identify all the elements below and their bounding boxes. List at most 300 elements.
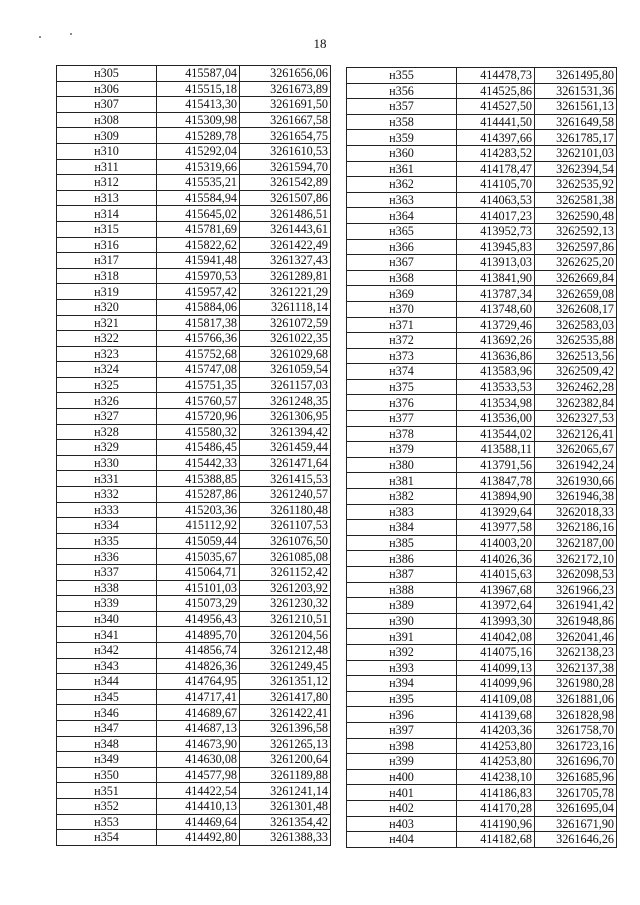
table-row xyxy=(57,331,331,347)
x-coordinate-cell: 414397,66 xyxy=(457,130,535,146)
point-id-cell: н384 xyxy=(347,520,457,536)
table-row xyxy=(347,722,617,738)
x-coordinate-cell: 415035,67 xyxy=(157,549,240,565)
table-row xyxy=(57,253,331,269)
table-row xyxy=(57,143,331,159)
table-row xyxy=(347,551,617,567)
point-id-cell: н373 xyxy=(347,348,457,364)
y-coordinate-cell: 3262394,54 xyxy=(535,161,617,177)
table-row xyxy=(347,177,617,193)
point-id-cell: н372 xyxy=(347,333,457,349)
table-row xyxy=(57,471,331,487)
table-row xyxy=(57,752,331,768)
y-coordinate-cell: 3261946,38 xyxy=(535,489,617,505)
table-row xyxy=(57,533,331,549)
table-row xyxy=(347,473,617,489)
x-coordinate-cell: 415064,71 xyxy=(157,565,240,581)
x-coordinate-cell: 413748,60 xyxy=(457,301,535,317)
x-coordinate-cell: 414689,67 xyxy=(157,705,240,721)
table-row xyxy=(57,81,331,97)
point-id-cell: н389 xyxy=(347,598,457,614)
table-row xyxy=(347,99,617,115)
table-row xyxy=(57,66,331,82)
table-row xyxy=(57,720,331,736)
table-row xyxy=(57,206,331,222)
point-id-cell: н345 xyxy=(57,689,157,705)
y-coordinate-cell: 3262065,67 xyxy=(535,442,617,458)
x-coordinate-cell: 415515,18 xyxy=(157,81,240,97)
y-coordinate-cell: 3261388,33 xyxy=(240,830,331,846)
y-coordinate-cell: 3261204,56 xyxy=(240,627,331,643)
x-coordinate-cell: 413729,46 xyxy=(457,317,535,333)
point-id-cell: н318 xyxy=(57,268,157,284)
point-id-cell: н349 xyxy=(57,752,157,768)
table-row xyxy=(57,455,331,471)
y-coordinate-cell: 3262509,42 xyxy=(535,364,617,380)
table-row xyxy=(57,814,331,830)
point-id-cell: н368 xyxy=(347,270,457,286)
x-coordinate-cell: 414469,64 xyxy=(157,814,240,830)
y-coordinate-cell: 3261685,96 xyxy=(535,769,617,785)
x-coordinate-cell: 414015,63 xyxy=(457,567,535,583)
x-coordinate-cell: 413544,02 xyxy=(457,426,535,442)
y-coordinate-cell: 3262187,00 xyxy=(535,535,617,551)
point-id-cell: н324 xyxy=(57,362,157,378)
y-coordinate-cell: 3261415,53 xyxy=(240,471,331,487)
x-coordinate-cell: 415535,21 xyxy=(157,175,240,191)
x-coordinate-cell: 415752,68 xyxy=(157,346,240,362)
point-id-cell: н381 xyxy=(347,473,457,489)
y-coordinate-cell: 3261152,42 xyxy=(240,565,331,581)
point-id-cell: н313 xyxy=(57,190,157,206)
table-row xyxy=(57,736,331,752)
y-coordinate-cell: 3261107,53 xyxy=(240,518,331,534)
y-coordinate-cell: 3261029,68 xyxy=(240,346,331,362)
point-id-cell: н378 xyxy=(347,426,457,442)
x-coordinate-cell: 414139,68 xyxy=(457,707,535,723)
point-id-cell: н360 xyxy=(347,145,457,161)
table-row xyxy=(347,239,617,255)
x-coordinate-cell: 413583,96 xyxy=(457,364,535,380)
point-id-cell: н328 xyxy=(57,424,157,440)
y-coordinate-cell: 3261495,80 xyxy=(535,68,617,84)
x-coordinate-cell: 414410,13 xyxy=(157,798,240,814)
y-coordinate-cell: 3261443,61 xyxy=(240,221,331,237)
y-coordinate-cell: 3261189,88 xyxy=(240,767,331,783)
table-row xyxy=(57,112,331,128)
table-row xyxy=(347,208,617,224)
x-coordinate-cell: 415587,04 xyxy=(157,66,240,82)
table-row xyxy=(347,286,617,302)
table-row xyxy=(347,83,617,99)
x-coordinate-cell: 413967,68 xyxy=(457,582,535,598)
x-coordinate-cell: 413536,00 xyxy=(457,411,535,427)
table-row xyxy=(347,567,617,583)
table-row xyxy=(347,504,617,520)
y-coordinate-cell: 3261980,28 xyxy=(535,676,617,692)
y-coordinate-cell: 3261422,41 xyxy=(240,705,331,721)
table-row xyxy=(347,816,617,832)
point-id-cell: н383 xyxy=(347,504,457,520)
x-coordinate-cell: 414283,52 xyxy=(457,145,535,161)
x-coordinate-cell: 414895,70 xyxy=(157,627,240,643)
x-coordinate-cell: 414099,13 xyxy=(457,660,535,676)
table-row xyxy=(57,502,331,518)
table-row xyxy=(57,611,331,627)
y-coordinate-cell: 3262669,84 xyxy=(535,270,617,286)
x-coordinate-cell: 413945,83 xyxy=(457,239,535,255)
table-row xyxy=(347,457,617,473)
point-id-cell: н385 xyxy=(347,535,457,551)
page-number: 18 xyxy=(313,36,327,51)
y-coordinate-cell: 3261646,26 xyxy=(535,832,617,848)
point-id-cell: н355 xyxy=(347,68,457,84)
table-row xyxy=(347,754,617,770)
point-id-cell: н326 xyxy=(57,393,157,409)
point-id-cell: н351 xyxy=(57,783,157,799)
y-coordinate-cell: 3261486,51 xyxy=(240,206,331,222)
x-coordinate-cell: 413787,34 xyxy=(457,286,535,302)
x-coordinate-cell: 414253,80 xyxy=(457,754,535,770)
y-coordinate-cell: 3261301,48 xyxy=(240,798,331,814)
y-coordinate-cell: 3261221,29 xyxy=(240,284,331,300)
y-coordinate-cell: 3261723,16 xyxy=(535,738,617,754)
x-coordinate-cell: 414186,83 xyxy=(457,785,535,801)
point-id-cell: н364 xyxy=(347,208,457,224)
x-coordinate-cell: 415289,78 xyxy=(157,128,240,144)
point-id-cell: н402 xyxy=(347,800,457,816)
x-coordinate-cell: 414063,53 xyxy=(457,192,535,208)
scan-speck xyxy=(70,33,72,35)
y-coordinate-cell: 3262535,92 xyxy=(535,177,617,193)
y-coordinate-cell: 3261542,89 xyxy=(240,175,331,191)
table-row xyxy=(347,317,617,333)
x-coordinate-cell: 413972,64 xyxy=(457,598,535,614)
x-coordinate-cell: 414253,80 xyxy=(457,738,535,754)
y-coordinate-cell: 3261289,81 xyxy=(240,268,331,284)
point-id-cell: н344 xyxy=(57,674,157,690)
x-coordinate-cell: 413929,64 xyxy=(457,504,535,520)
coordinates-table-right xyxy=(346,67,617,848)
x-coordinate-cell: 413692,26 xyxy=(457,333,535,349)
y-coordinate-cell: 3262138,23 xyxy=(535,644,617,660)
point-id-cell: н367 xyxy=(347,255,457,271)
y-coordinate-cell: 3261396,58 xyxy=(240,720,331,736)
y-coordinate-cell: 3262172,10 xyxy=(535,551,617,567)
x-coordinate-cell: 415203,36 xyxy=(157,502,240,518)
point-id-cell: н347 xyxy=(57,720,157,736)
point-id-cell: н346 xyxy=(57,705,157,721)
table-row xyxy=(347,489,617,505)
point-id-cell: н316 xyxy=(57,237,157,253)
table-row xyxy=(347,130,617,146)
point-id-cell: н356 xyxy=(347,83,457,99)
y-coordinate-cell: 3261265,13 xyxy=(240,736,331,752)
point-id-cell: н334 xyxy=(57,518,157,534)
x-coordinate-cell: 414577,98 xyxy=(157,767,240,783)
table-row xyxy=(57,97,331,113)
x-coordinate-cell: 414182,68 xyxy=(457,832,535,848)
x-coordinate-cell: 413952,73 xyxy=(457,223,535,239)
table-row xyxy=(347,520,617,536)
x-coordinate-cell: 415287,86 xyxy=(157,487,240,503)
point-id-cell: н403 xyxy=(347,816,457,832)
y-coordinate-cell: 3262186,16 xyxy=(535,520,617,536)
point-id-cell: н314 xyxy=(57,206,157,222)
point-id-cell: н325 xyxy=(57,377,157,393)
point-id-cell: н343 xyxy=(57,658,157,674)
y-coordinate-cell: 3261157,03 xyxy=(240,377,331,393)
point-id-cell: н366 xyxy=(347,239,457,255)
point-id-cell: н362 xyxy=(347,177,457,193)
x-coordinate-cell: 415309,98 xyxy=(157,112,240,128)
y-coordinate-cell: 3261118,14 xyxy=(240,299,331,315)
y-coordinate-cell: 3261785,17 xyxy=(535,130,617,146)
point-id-cell: н320 xyxy=(57,299,157,315)
x-coordinate-cell: 415941,48 xyxy=(157,253,240,269)
y-coordinate-cell: 3261654,75 xyxy=(240,128,331,144)
point-id-cell: н332 xyxy=(57,487,157,503)
point-id-cell: н321 xyxy=(57,315,157,331)
y-coordinate-cell: 3262101,03 xyxy=(535,145,617,161)
y-coordinate-cell: 3262513,56 xyxy=(535,348,617,364)
point-id-cell: н361 xyxy=(347,161,457,177)
x-coordinate-cell: 414956,43 xyxy=(157,611,240,627)
y-coordinate-cell: 3261941,42 xyxy=(535,598,617,614)
y-coordinate-cell: 3261828,98 xyxy=(535,707,617,723)
table-row xyxy=(57,175,331,191)
y-coordinate-cell: 3262659,08 xyxy=(535,286,617,302)
point-id-cell: н400 xyxy=(347,769,457,785)
table-row xyxy=(57,565,331,581)
x-coordinate-cell: 414099,96 xyxy=(457,676,535,692)
point-id-cell: н404 xyxy=(347,832,457,848)
table-row xyxy=(57,798,331,814)
y-coordinate-cell: 3262535,88 xyxy=(535,333,617,349)
point-id-cell: н398 xyxy=(347,738,457,754)
table-row xyxy=(347,301,617,317)
table-row xyxy=(347,800,617,816)
x-coordinate-cell: 413993,30 xyxy=(457,613,535,629)
y-coordinate-cell: 3262625,20 xyxy=(535,255,617,271)
point-id-cell: н340 xyxy=(57,611,157,627)
point-id-cell: н375 xyxy=(347,379,457,395)
table-row xyxy=(347,426,617,442)
x-coordinate-cell: 414203,36 xyxy=(457,722,535,738)
table-row xyxy=(347,442,617,458)
y-coordinate-cell: 3262583,03 xyxy=(535,317,617,333)
table-row xyxy=(347,223,617,239)
x-coordinate-cell: 415292,04 xyxy=(157,143,240,159)
point-id-cell: н335 xyxy=(57,533,157,549)
point-id-cell: н399 xyxy=(347,754,457,770)
x-coordinate-cell: 414826,36 xyxy=(157,658,240,674)
x-coordinate-cell: 413533,53 xyxy=(457,379,535,395)
x-coordinate-cell: 415970,53 xyxy=(157,268,240,284)
x-coordinate-cell: 413977,58 xyxy=(457,520,535,536)
table-row xyxy=(347,629,617,645)
x-coordinate-cell: 413847,78 xyxy=(457,473,535,489)
y-coordinate-cell: 3261948,86 xyxy=(535,613,617,629)
point-id-cell: н376 xyxy=(347,395,457,411)
point-id-cell: н341 xyxy=(57,627,157,643)
table-row xyxy=(347,707,617,723)
table-row xyxy=(347,395,617,411)
y-coordinate-cell: 3261671,90 xyxy=(535,816,617,832)
point-id-cell: н359 xyxy=(347,130,457,146)
point-id-cell: н319 xyxy=(57,284,157,300)
point-id-cell: н370 xyxy=(347,301,457,317)
x-coordinate-cell: 415584,94 xyxy=(157,190,240,206)
table-row xyxy=(57,830,331,846)
table-row xyxy=(57,268,331,284)
table-row xyxy=(57,190,331,206)
point-id-cell: н392 xyxy=(347,644,457,660)
table-row xyxy=(57,767,331,783)
point-id-cell: н309 xyxy=(57,128,157,144)
point-id-cell: н394 xyxy=(347,676,457,692)
x-coordinate-cell: 414026,36 xyxy=(457,551,535,567)
y-coordinate-cell: 3262126,41 xyxy=(535,426,617,442)
y-coordinate-cell: 3261417,80 xyxy=(240,689,331,705)
x-coordinate-cell: 414075,16 xyxy=(457,644,535,660)
y-coordinate-cell: 3262137,38 xyxy=(535,660,617,676)
table-row xyxy=(347,270,617,286)
x-coordinate-cell: 415319,66 xyxy=(157,159,240,175)
point-id-cell: н322 xyxy=(57,331,157,347)
y-coordinate-cell: 3261210,51 xyxy=(240,611,331,627)
point-id-cell: н357 xyxy=(347,99,457,115)
x-coordinate-cell: 415486,45 xyxy=(157,440,240,456)
table-row xyxy=(347,832,617,848)
point-id-cell: н323 xyxy=(57,346,157,362)
table-row xyxy=(57,284,331,300)
x-coordinate-cell: 415760,57 xyxy=(157,393,240,409)
point-id-cell: н315 xyxy=(57,221,157,237)
x-coordinate-cell: 414003,20 xyxy=(457,535,535,551)
y-coordinate-cell: 3261394,42 xyxy=(240,424,331,440)
x-coordinate-cell: 414422,54 xyxy=(157,783,240,799)
y-coordinate-cell: 3261942,24 xyxy=(535,457,617,473)
point-id-cell: н380 xyxy=(347,457,457,473)
point-id-cell: н312 xyxy=(57,175,157,191)
table-row xyxy=(347,379,617,395)
table-row xyxy=(347,691,617,707)
x-coordinate-cell: 415751,35 xyxy=(157,377,240,393)
point-id-cell: н337 xyxy=(57,565,157,581)
point-id-cell: н374 xyxy=(347,364,457,380)
x-coordinate-cell: 415073,29 xyxy=(157,596,240,612)
x-coordinate-cell: 413636,86 xyxy=(457,348,535,364)
point-id-cell: н363 xyxy=(347,192,457,208)
point-id-cell: н338 xyxy=(57,580,157,596)
y-coordinate-cell: 3261667,58 xyxy=(240,112,331,128)
table-row xyxy=(347,769,617,785)
y-coordinate-cell: 3261881,06 xyxy=(535,691,617,707)
y-coordinate-cell: 3262608,17 xyxy=(535,301,617,317)
table-row xyxy=(347,535,617,551)
table-row xyxy=(57,487,331,503)
point-id-cell: н369 xyxy=(347,286,457,302)
point-id-cell: н339 xyxy=(57,596,157,612)
table-row xyxy=(347,676,617,692)
point-id-cell: н358 xyxy=(347,114,457,130)
y-coordinate-cell: 3261696,70 xyxy=(535,754,617,770)
point-id-cell: н342 xyxy=(57,642,157,658)
x-coordinate-cell: 413588,11 xyxy=(457,442,535,458)
table-row xyxy=(57,549,331,565)
x-coordinate-cell: 414764,95 xyxy=(157,674,240,690)
point-id-cell: н306 xyxy=(57,81,157,97)
x-coordinate-cell: 414017,23 xyxy=(457,208,535,224)
x-coordinate-cell: 415766,36 xyxy=(157,331,240,347)
point-id-cell: н377 xyxy=(347,411,457,427)
x-coordinate-cell: 413534,98 xyxy=(457,395,535,411)
point-id-cell: н311 xyxy=(57,159,157,175)
table-row xyxy=(57,642,331,658)
y-coordinate-cell: 3262382,84 xyxy=(535,395,617,411)
x-coordinate-cell: 415388,85 xyxy=(157,471,240,487)
x-coordinate-cell: 414190,96 xyxy=(457,816,535,832)
point-id-cell: н393 xyxy=(347,660,457,676)
table-row xyxy=(347,660,617,676)
table-row xyxy=(57,440,331,456)
point-id-cell: н348 xyxy=(57,736,157,752)
y-coordinate-cell: 3261561,13 xyxy=(535,99,617,115)
x-coordinate-cell: 415884,06 xyxy=(157,299,240,315)
x-coordinate-cell: 415112,92 xyxy=(157,518,240,534)
x-coordinate-cell: 414492,80 xyxy=(157,830,240,846)
table-row xyxy=(57,221,331,237)
y-coordinate-cell: 3262581,38 xyxy=(535,192,617,208)
point-id-cell: н395 xyxy=(347,691,457,707)
point-id-cell: н365 xyxy=(347,223,457,239)
table-row xyxy=(347,582,617,598)
table-row xyxy=(347,68,617,84)
y-coordinate-cell: 3262590,48 xyxy=(535,208,617,224)
point-id-cell: н336 xyxy=(57,549,157,565)
x-coordinate-cell: 415442,33 xyxy=(157,455,240,471)
point-id-cell: н329 xyxy=(57,440,157,456)
x-coordinate-cell: 413841,90 xyxy=(457,270,535,286)
point-id-cell: н397 xyxy=(347,722,457,738)
y-coordinate-cell: 3261085,08 xyxy=(240,549,331,565)
x-coordinate-cell: 413791,56 xyxy=(457,457,535,473)
y-coordinate-cell: 3262462,28 xyxy=(535,379,617,395)
x-coordinate-cell: 415059,44 xyxy=(157,533,240,549)
y-coordinate-cell: 3262327,53 xyxy=(535,411,617,427)
table-row xyxy=(57,705,331,721)
x-coordinate-cell: 415747,08 xyxy=(157,362,240,378)
point-id-cell: н386 xyxy=(347,551,457,567)
coordinates-table-left xyxy=(56,65,331,846)
x-coordinate-cell: 414687,13 xyxy=(157,720,240,736)
table-row xyxy=(57,627,331,643)
y-coordinate-cell: 3261200,64 xyxy=(240,752,331,768)
y-coordinate-cell: 3261306,95 xyxy=(240,409,331,425)
table-row xyxy=(347,411,617,427)
table-row xyxy=(347,613,617,629)
table-row xyxy=(347,644,617,660)
table-row xyxy=(57,299,331,315)
x-coordinate-cell: 414856,74 xyxy=(157,642,240,658)
y-coordinate-cell: 3261022,35 xyxy=(240,331,331,347)
table-row xyxy=(347,255,617,271)
table-row xyxy=(347,161,617,177)
x-coordinate-cell: 413913,03 xyxy=(457,255,535,271)
y-coordinate-cell: 3261459,44 xyxy=(240,440,331,456)
point-id-cell: н310 xyxy=(57,143,157,159)
